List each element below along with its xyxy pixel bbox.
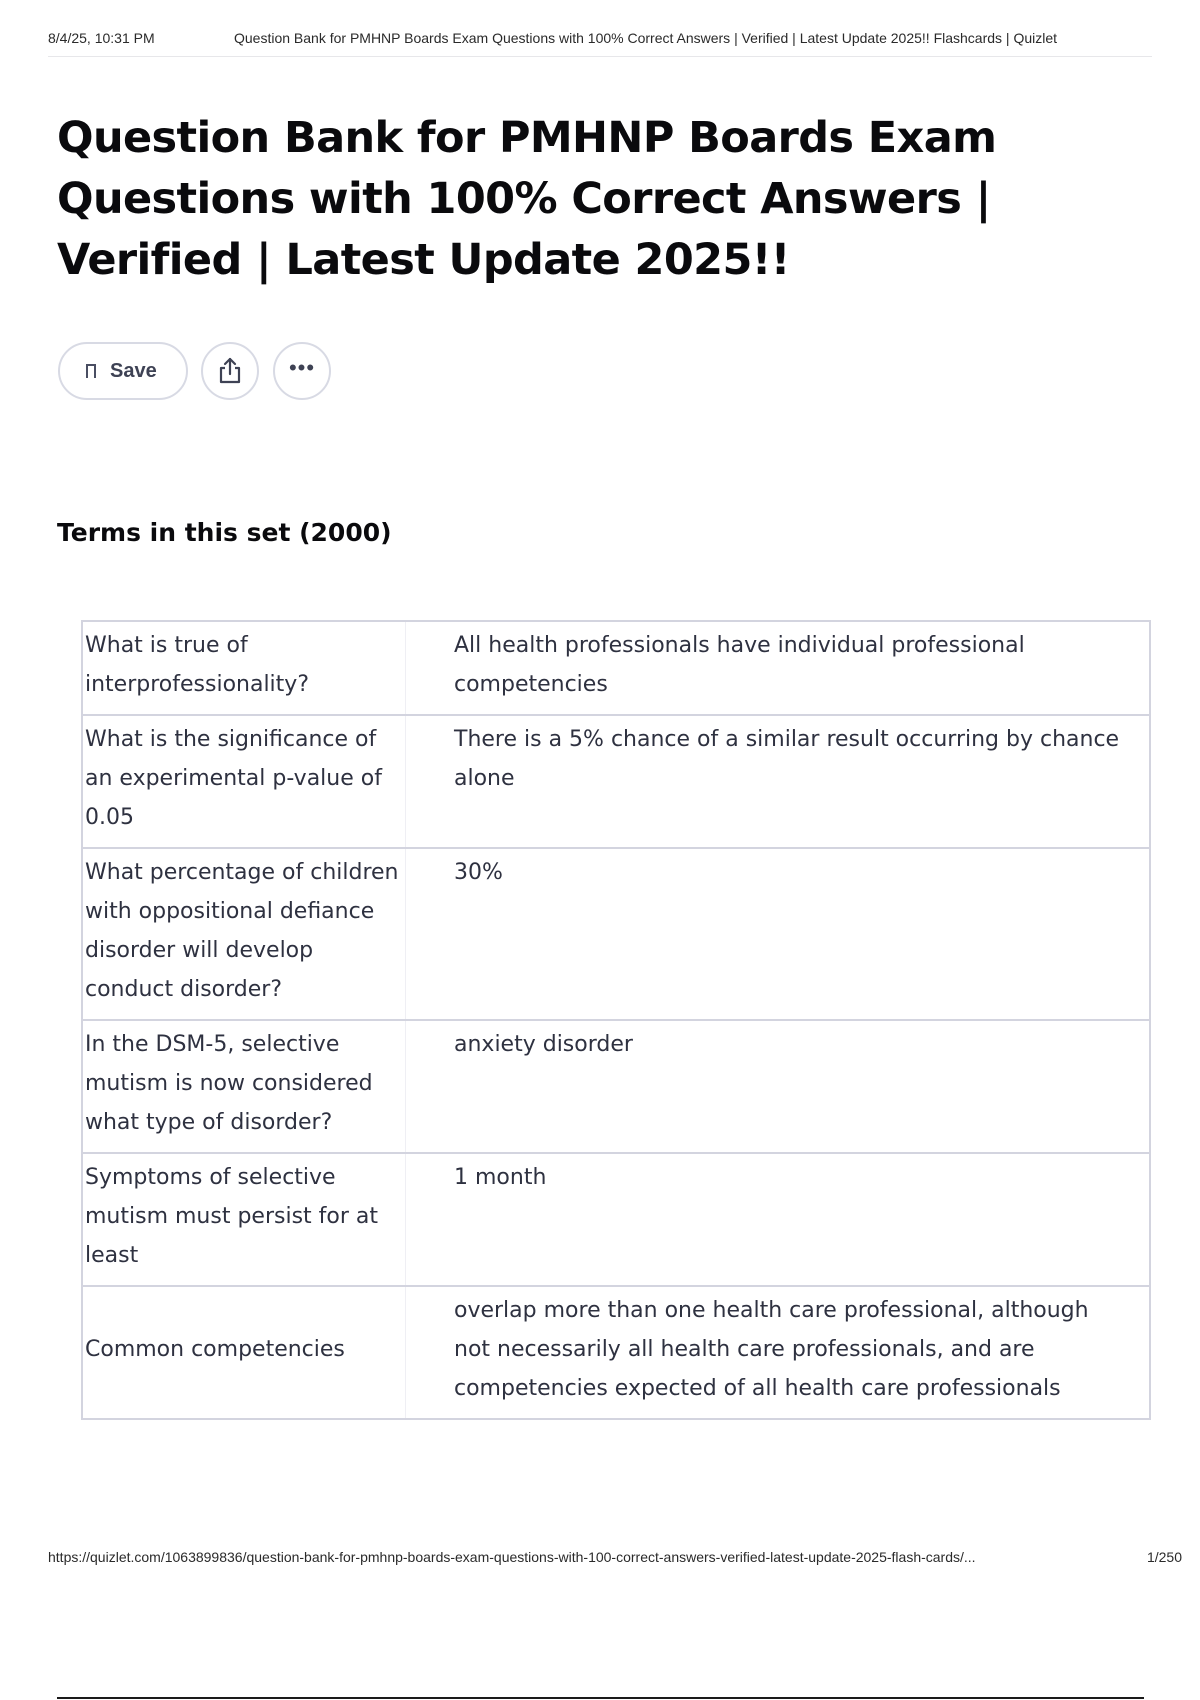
table-row [82, 715, 1150, 848]
definition-cell: There is a 5% chance of a similar result occurring by chance alone [406, 715, 1151, 848]
save-button-label: Save [110, 359, 157, 382]
table-row [82, 1153, 1150, 1286]
definition-cell: All health professionals have individual professional competencies [406, 621, 1151, 715]
term-cell: Common competencies [82, 1286, 406, 1419]
term-cell: Symptoms of selective mutism must persist for at least [82, 1153, 406, 1286]
definition-cell: 1 month [406, 1153, 1151, 1286]
term-cell: What is the significance of an experimental p-value of 0.05 [82, 715, 406, 848]
table-row [82, 1020, 1150, 1153]
term-cell: What is true of interprofessionality? [82, 621, 406, 715]
bookmark-icon [86, 364, 96, 378]
print-date: 8/4/25, 10:31 PM [48, 30, 155, 46]
page-title: Question Bank for PMHNP Boards Exam Questions with 100% Correct Answers | Verified | Latest Update 2025!! [57, 113, 997, 285]
terms-heading: Terms in this set (2000) [57, 518, 392, 547]
print-document-title: Question Bank for PMHNP Boards Exam Questions with 100% Correct Answers | Verified | Latest Update 2025!! Flashcards | Quizlet [234, 30, 1058, 46]
save-button[interactable] [58, 342, 188, 400]
definition-cell: anxiety disorder [406, 1020, 1151, 1153]
share-icon [217, 357, 243, 385]
table-row [82, 848, 1150, 1020]
table-row [82, 1286, 1150, 1419]
page-url: https://quizlet.com/1063899836/question-bank-for-pmhnp-boards-exam-questions-with-100-correct-answers-verified-latest-update-2025-flash-cards/... [48, 1549, 976, 1565]
page-number: 1/250 [1146, 1549, 1182, 1565]
header-divider [48, 56, 1152, 57]
table-row [82, 621, 1150, 715]
definition-cell: 30% [406, 848, 1151, 1020]
terms-table [81, 620, 1151, 1420]
definition-cell: overlap more than one health care professional, although not necessarily all health care professionals, and are competencies expected of all health care professionals [406, 1286, 1151, 1419]
share-button[interactable] [201, 342, 259, 400]
term-cell: What percentage of children with oppositional defiance disorder will develop conduct disorder? [82, 848, 406, 1020]
more-options-button[interactable] [273, 342, 331, 400]
term-cell: In the DSM-5, selective mutism is now considered what type of disorder? [82, 1020, 406, 1153]
more-options-icon: ••• [288, 355, 316, 380]
footer-divider [57, 1697, 1144, 1699]
